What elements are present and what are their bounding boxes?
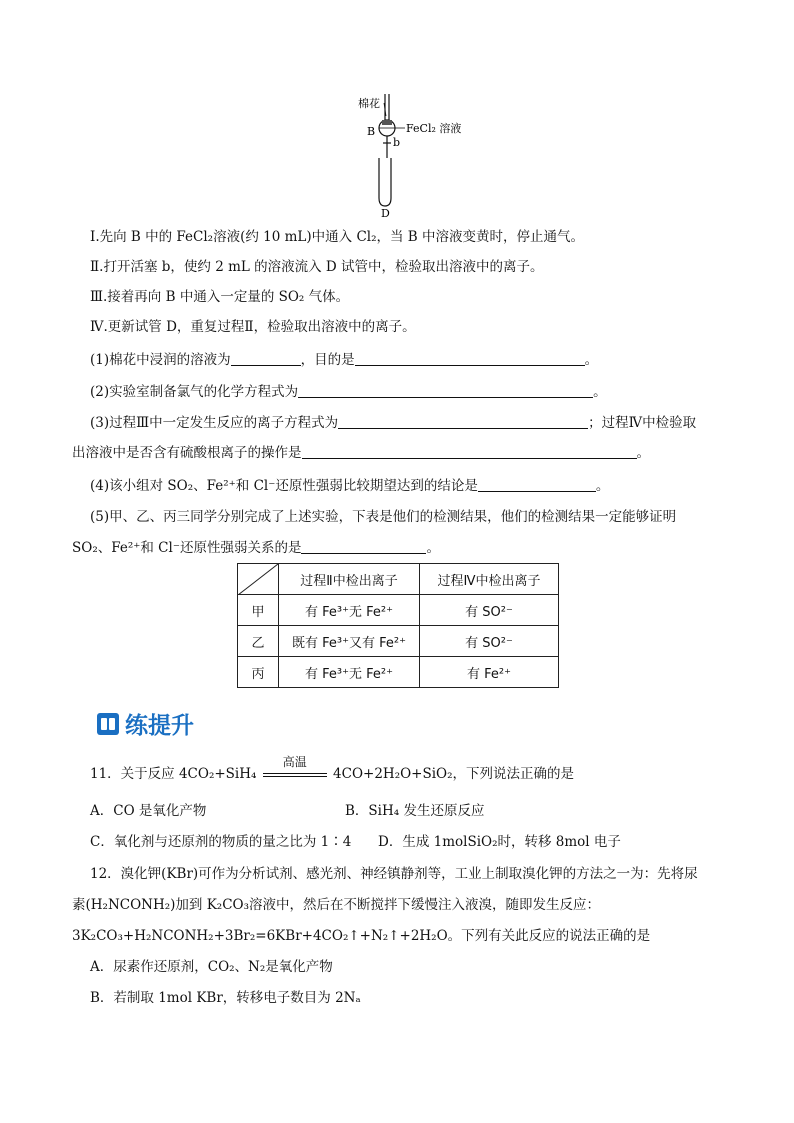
answer-blank[interactable] bbox=[302, 444, 637, 459]
test-tube-d bbox=[379, 158, 391, 206]
option-11-c: C．氧化剂与还原剂的物质的量之比为 1∶4 bbox=[90, 834, 352, 850]
question-12-line-3: 3K₂CO₃+H₂NCONH₂+3Br₂=6KBr+4CO₂↑+N₂↑+2H₂O。下列有关此反应的说法正确的是 bbox=[72, 928, 651, 944]
question-5: (5)甲、乙、丙三同学分别完成了上述实验，下表是他们的检测结果，他们的检测结果一定能够证明 bbox=[90, 509, 677, 525]
step-1: Ⅰ.先向 B 中的 FeCl₂溶液(约 10 mL)中通入 Cl₂，当 B 中溶液变黄时，停止通气。 bbox=[90, 229, 585, 245]
step-4: Ⅳ.更新试管 D，重复过程Ⅱ，检验取出溶液中的离子。 bbox=[90, 319, 416, 335]
table-cell: 有 Fe³⁺无 Fe²⁺ bbox=[279, 595, 420, 626]
apparatus-figure bbox=[350, 90, 470, 220]
valve-label: b bbox=[393, 136, 401, 149]
solution-label: FeCl₂ 溶液 bbox=[406, 122, 462, 135]
results-table bbox=[237, 563, 559, 688]
answer-blank[interactable] bbox=[298, 383, 593, 398]
question-3: (3)过程Ⅲ中一定发生反应的离子方程式为 ；过程Ⅳ中检验取 bbox=[90, 415, 697, 431]
answer-blank[interactable] bbox=[478, 477, 596, 492]
cotton-label: 棉花 bbox=[358, 97, 380, 110]
question-2: (2)实验室制备氯气的化学方程式为 。 bbox=[90, 384, 607, 400]
question-4: (4)该小组对 SO₂、Fe²⁺和 Cl⁻还原性强弱比较期望达到的结论是 。 bbox=[90, 478, 610, 494]
table-cell: 有 Fe²⁺ bbox=[420, 657, 559, 688]
table-row bbox=[238, 657, 559, 688]
option-11-d: D．生成 1molSiO₂时，转移 8mol 电子 bbox=[378, 834, 621, 850]
answer-blank[interactable] bbox=[231, 351, 301, 366]
table-cell: 有 SO²⁻ bbox=[420, 626, 559, 657]
table-row bbox=[238, 595, 559, 626]
table-cell: 有 Fe³⁺无 Fe²⁺ bbox=[279, 657, 420, 688]
b-label: B bbox=[367, 125, 376, 138]
book-icon bbox=[97, 713, 119, 735]
header-cell: 过程Ⅳ中检出离子 bbox=[420, 564, 559, 595]
question-1: (1)棉花中浸润的溶液为 ，目的是 。 bbox=[90, 352, 599, 368]
section-title: 练提升 bbox=[125, 713, 194, 739]
section-header bbox=[97, 707, 194, 740]
answer-blank[interactable] bbox=[338, 414, 588, 429]
option-11-a: A．CO 是氧化产物 bbox=[90, 803, 207, 819]
table-header-row bbox=[238, 564, 559, 595]
table-cell: 有 SO²⁻ bbox=[420, 595, 559, 626]
option-11-b: B．SiH₄ 发生还原反应 bbox=[345, 803, 485, 819]
step-2: Ⅱ.打开活塞 b，使约 2 mL 的溶液流入 D 试管中，检验取出溶液中的离子。 bbox=[90, 259, 544, 275]
answer-blank[interactable] bbox=[301, 539, 426, 554]
answer-blank[interactable] bbox=[355, 351, 585, 366]
student-name: 甲 bbox=[238, 595, 279, 626]
student-name: 丙 bbox=[238, 657, 279, 688]
question-11: 11．关于反应 4CO₂+SiH₄ 高温 4CO+2H₂O+SiO₂，下列说法正确的是 bbox=[90, 755, 575, 782]
question-3-cont: 出溶液中是否含有硫酸根离子的操作是 。 bbox=[72, 445, 650, 461]
header-cell: 过程Ⅱ中检出离子 bbox=[279, 564, 420, 595]
table-cell: 既有 Fe³⁺又有 Fe²⁺ bbox=[279, 626, 420, 657]
option-12-b: B．若制取 1mol KBr，转移电子数目为 2Nₐ bbox=[90, 990, 361, 1006]
step-3: Ⅲ.接着再向 B 中通入一定量的 SO₂ 气体。 bbox=[90, 289, 350, 305]
question-12-line-2: 素(H₂NCONH₂)加到 K₂CO₃溶液中，然后在不断搅拌下缓慢注入液溴，随即发生反应： bbox=[72, 897, 601, 913]
d-label: D bbox=[381, 207, 390, 220]
corner-cell bbox=[238, 564, 279, 595]
question-12-line-1: 12．溴化钾(KBr)可作为分析试剂、感光剂、神经镇静剂等，工业上制取溴化钾的方法之一为：先将尿 bbox=[90, 866, 698, 882]
option-12-a: A．尿素作还原剂，CO₂、N₂是氧化产物 bbox=[90, 959, 333, 975]
table-row bbox=[238, 626, 559, 657]
question-5-cont: SO₂、Fe²⁺和 Cl⁻还原性强弱关系的是 。 bbox=[72, 540, 440, 556]
reaction-arrow: 高温 bbox=[261, 764, 329, 784]
student-name: 乙 bbox=[238, 626, 279, 657]
